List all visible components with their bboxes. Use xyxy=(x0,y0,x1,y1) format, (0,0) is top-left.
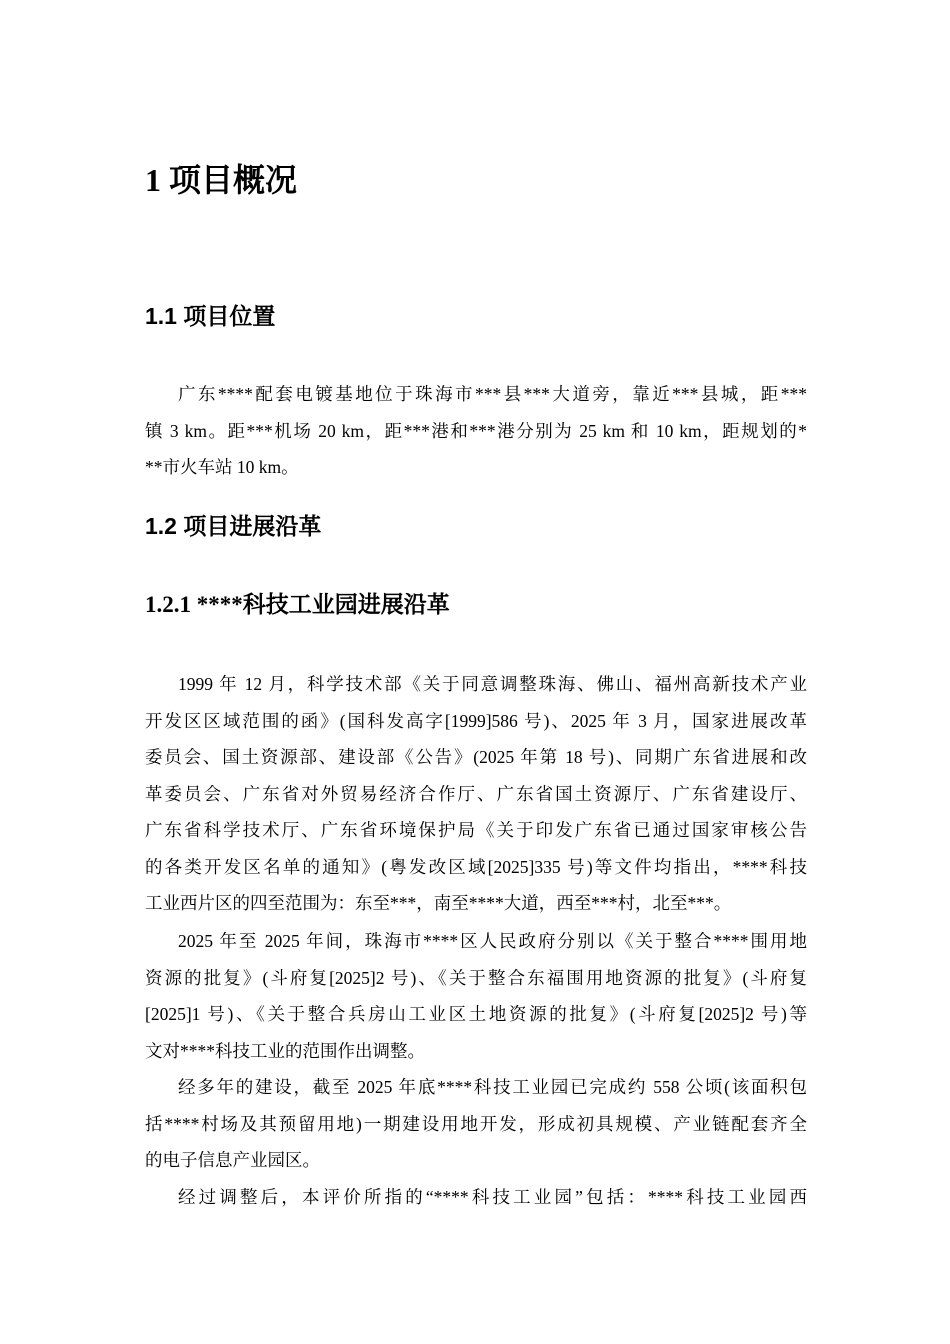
text-line: 文对****科技工业的范围作出调整。 xyxy=(145,1040,425,1061)
text-line: 1999 年 12 月，科学技术部《关于同意调整珠海、佛山、福州高新技术产业 xyxy=(178,674,807,694)
text-line: **市火车站 10 km。 xyxy=(145,457,299,477)
text-line: [2025]1 号)、《关于整合兵房山工业区土地资源的批复》(斗府复[2025]2 号)等 xyxy=(145,1004,807,1024)
paragraph-project-location xyxy=(145,376,807,486)
chapter-title: 1 项目概况 xyxy=(145,162,298,198)
section-title-1-2: 1.2 项目进展沿革 xyxy=(145,513,322,539)
section-title-1-2-1: 1.2.1 ****科技工业园进展沿革 xyxy=(145,592,450,617)
text-line: 经多年的建设，截至 2025 年底****科技工业园已完成约 558 公顷(该面积包 xyxy=(178,1077,807,1097)
paragraph-history-4 xyxy=(145,1179,807,1216)
text-line: 的各类开发区名单的通知》(粤发改区域[2025]335 号)等文件均指出，****科技 xyxy=(145,856,807,877)
section-title-1-1: 1.1 项目位置 xyxy=(145,303,276,329)
text-line: 广东省科学技术厅、广东省环境保护局《关于印发广东省已通过国家审核公告 xyxy=(145,820,807,840)
text-line: 工业西片区的四至范围为：东至***，南至****大道，西至***村，北至***。 xyxy=(145,893,732,913)
text-line: 委员会、国土资源部、建设部《公告》(2025 年第 18 号)、同期广东省进展和改 xyxy=(145,747,807,767)
text-line: 经过调整后，本评价所指的“****科技工业园”包括：****科技工业园西 xyxy=(178,1187,807,1207)
text-line: 广东****配套电镀基地位于珠海市***县***大道旁，靠近***县城，距*** xyxy=(178,384,807,404)
text-line: 的电子信息产业园区。 xyxy=(145,1150,320,1170)
text-line: 括****村场及其预留用地)一期建设用地开发，形成初具规模、产业链配套齐全 xyxy=(145,1113,807,1134)
paragraph-history-1 xyxy=(145,666,807,922)
paragraph-history-2 xyxy=(145,923,807,1069)
text-line: 开发区区域范围的函》(国科发高字[1999]586 号)、2025 年 3 月，国家进展改革 xyxy=(145,710,807,731)
paragraph-history-3 xyxy=(145,1069,807,1179)
text-line: 革委员会、广东省对外贸易经济合作厅、广东省国土资源厅、广东省建设厅、 xyxy=(145,783,807,804)
text-line: 资源的批复》(斗府复[2025]2 号)、《关于整合东福围用地资源的批复》(斗府复 xyxy=(145,967,807,988)
text-line: 2025 年至 2025 年间，珠海市****区人民政府分别以《关于整合****围用地 xyxy=(178,931,807,951)
text-line: 镇 3 km。距***机场 20 km，距***港和***港分别为 25 km 和 10 km，距规划的* xyxy=(145,420,807,441)
